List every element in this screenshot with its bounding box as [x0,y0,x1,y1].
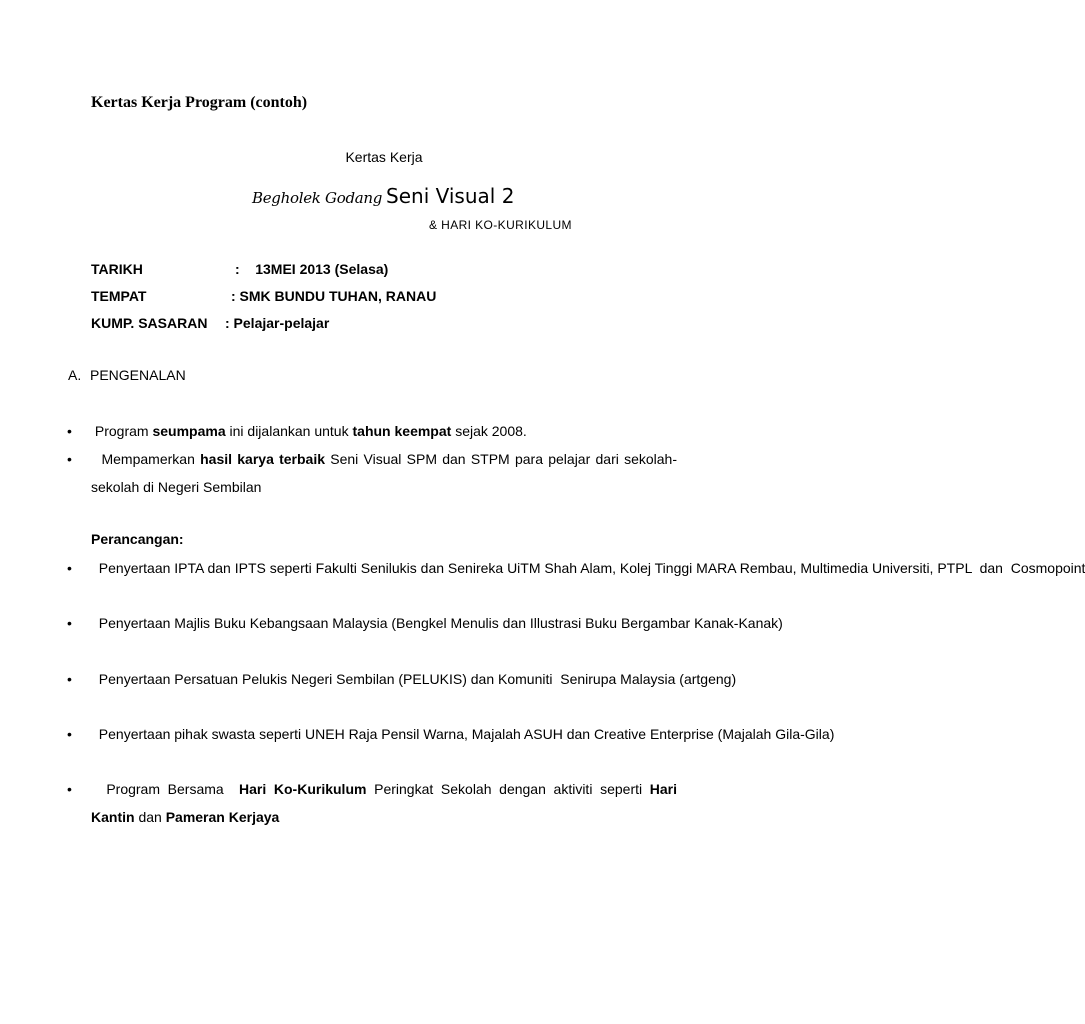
info-value: : 13MEI 2013 (Selasa) [235,261,389,277]
info-label: KUMP. SASARAN [91,315,208,331]
bullet-dot: • [67,726,72,742]
section-a-heading [68,367,186,383]
section-title: PENGENALAN [90,367,186,383]
document-heading: Kertas Kerja Program (contoh) [91,94,308,111]
document-subheading: Kertas Kerja [345,149,423,165]
text-run: Program [91,423,153,439]
banner-title [252,184,514,208]
info-value: : SMK BUNDU TUHAN, RANAU [231,288,437,304]
bullet-item [67,609,783,637]
text-run: Penyertaan Persatuan Pelukis Negeri Sembilan (PELUKIS) dan Komuniti Senirupa Malaysia (artgeng) [91,671,737,687]
bullet-dot: • [67,560,72,576]
info-row-sasaran [91,315,511,335]
info-label: TARIKH [91,261,143,277]
bold-text-run: Hari Ko-Kurikulum [239,781,367,797]
bold-text-run: hasil karya terbaik [200,451,326,467]
bullet-dot: • [67,615,72,631]
bullet-dot: • [67,423,72,439]
text-run: Mempamerkan [91,451,201,467]
perancangan-heading: Perancangan: [91,531,184,547]
info-label: TEMPAT [91,288,147,304]
text-run: dan [134,809,166,825]
banner-main-text: Seni Visual 2 [386,184,515,208]
bold-text-run: seumpama [152,423,226,439]
text-run: Peringkat Sekolah dengan aktiviti seperti [366,781,650,797]
bullet-dot: • [67,781,72,797]
bullet-item [67,665,737,693]
banner-script-text: Begholek Godang [252,189,383,207]
text-run: sejak 2008. [451,423,527,439]
text-run: Program Bersama [91,781,239,797]
text-run: Penyertaan pihak swasta seperti UNEH Raja Pensil Warna, Majalah ASUH dan Creative Enterprise (Majalah Gila-Gila) [91,726,835,742]
bullet-item [67,445,678,501]
bold-text-run: Hari Kantin [91,781,677,825]
bullet-item [67,554,1085,582]
bullet-item [67,720,835,748]
bullet-item [67,417,677,445]
info-row-tempat [91,288,511,308]
bullet-item [67,775,677,831]
banner-tagline: & HARI KO-KURIKULUM [429,218,572,232]
text-run: Penyertaan IPTA dan IPTS seperti Fakulti Senilukis dan Senireka UiTM Shah Alam, Kolej Tinggi MARA Rembau, Multimedia Universiti, PTPL dan Cosmopoint [91,560,1085,576]
bold-text-run: tahun keempat [352,423,452,439]
text-run: ini dijalankan untuk [225,423,353,439]
bullet-dot: • [67,451,72,467]
info-row-tarikh [91,261,511,281]
info-value: : Pelajar-pelajar [225,315,330,331]
text-run: Seni Visual SPM dan STPM para pelajar dari sekolah-sekolah di Negeri Sembilan [91,451,678,495]
text-run: Penyertaan Majlis Buku Kebangsaan Malaysia (Bengkel Menulis dan Illustrasi Buku Bergambar Kanak-Kanak) [91,615,783,631]
section-number: A. [68,367,82,383]
bullet-dot: • [67,671,72,687]
bold-text-run: Pameran Kerjaya [165,809,280,825]
